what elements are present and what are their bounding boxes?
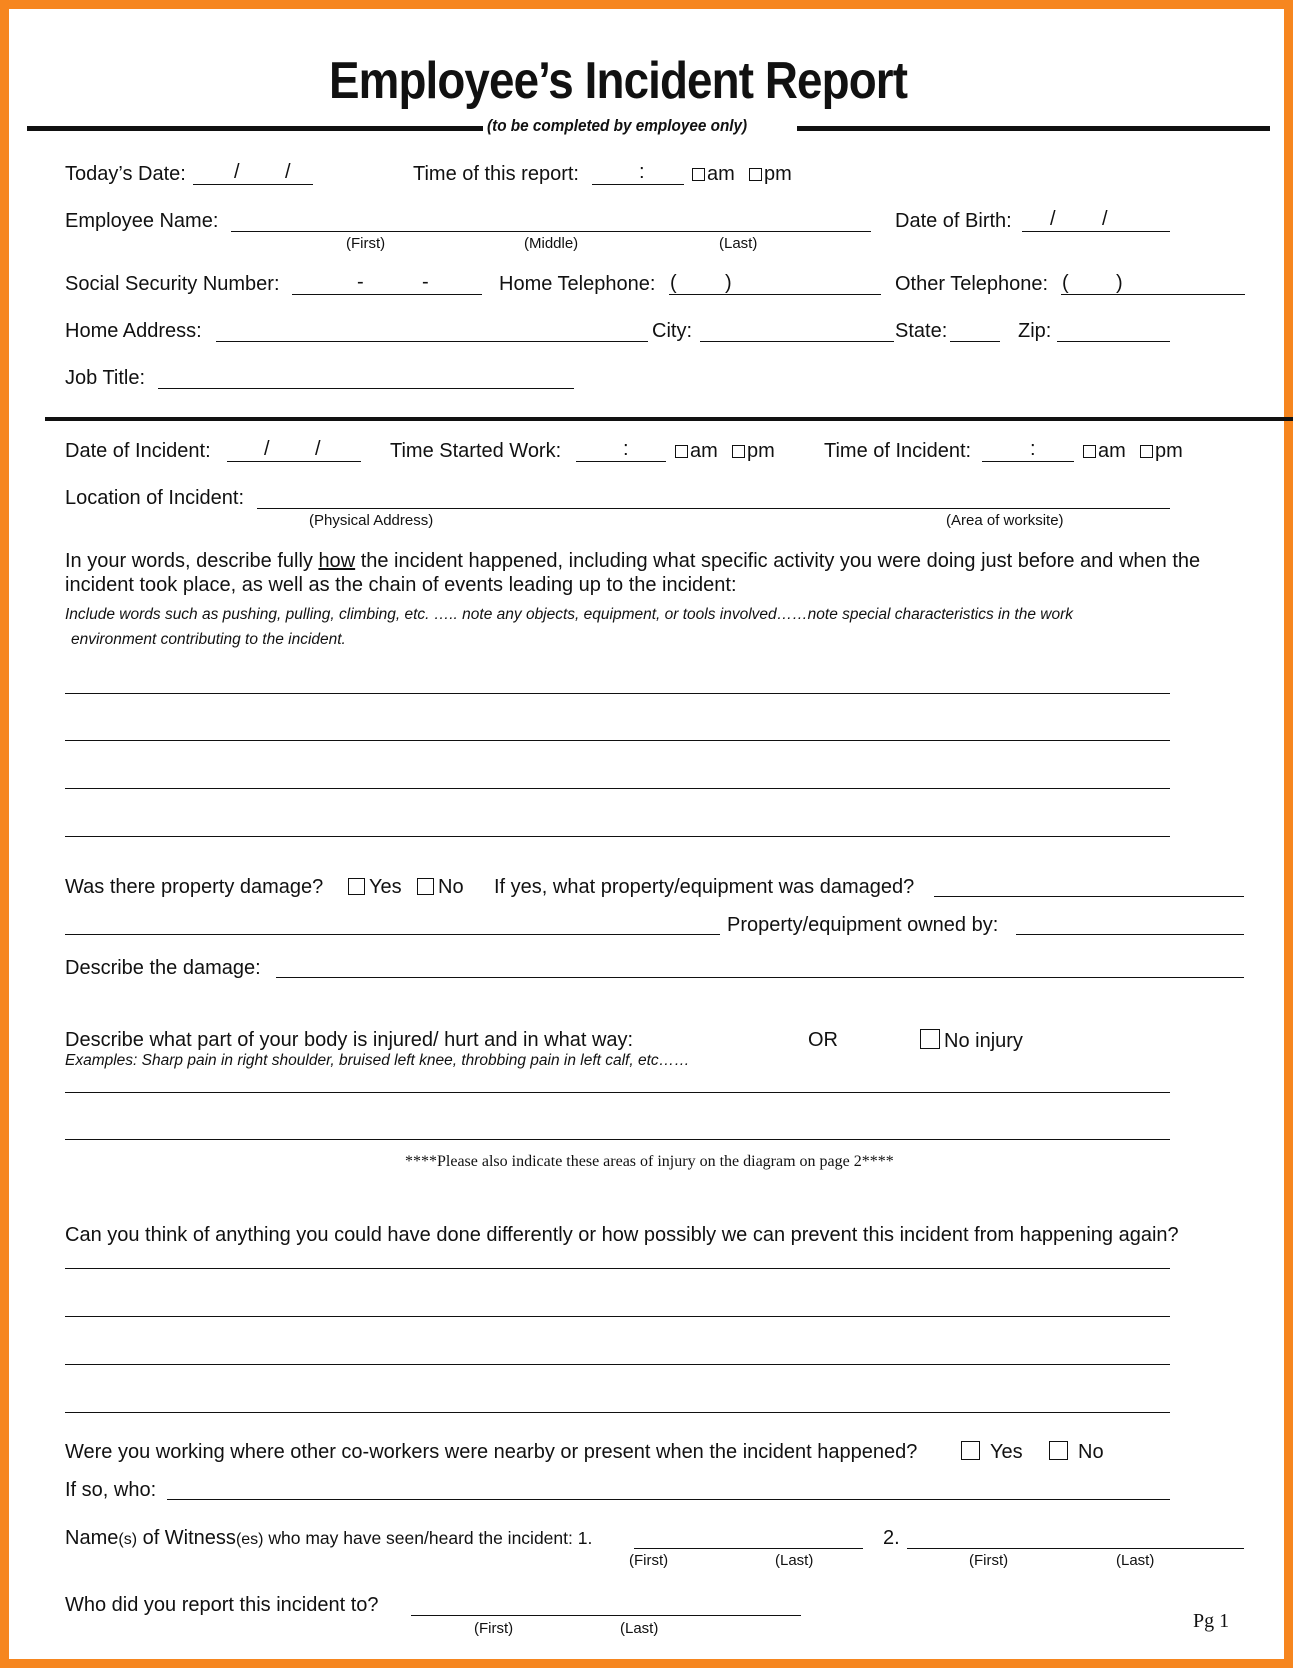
am-checkbox[interactable] <box>1083 445 1096 458</box>
section-divider <box>45 417 1293 421</box>
ssn-dash: - <box>422 271 429 293</box>
pm-label: pm <box>764 163 792 185</box>
property-damage-question: Was there property damage? <box>65 876 324 898</box>
ssn-dash: - <box>357 271 364 293</box>
todays-date-field[interactable] <box>193 184 313 185</box>
prevention-line[interactable] <box>65 1412 1170 1413</box>
no-injury-checkbox[interactable] <box>920 1029 940 1049</box>
job-title-label: Job Title: <box>65 367 146 389</box>
time-started-work-label: Time Started Work: <box>390 440 562 462</box>
damaged-property-field[interactable] <box>934 896 1244 897</box>
employee-name-field[interactable] <box>231 231 871 232</box>
description-line[interactable] <box>65 788 1170 789</box>
date-slash: / <box>315 438 321 460</box>
coworkers-question: Were you working where other co-workers were nearby or present when the incident happened? <box>65 1441 918 1463</box>
include-hint: Include words such as pushing, pulling, climbing, etc. ….. note any objects, equipment, or tools involved……note special characteristics in the work <box>65 606 1074 623</box>
yes-label: Yes <box>990 1441 1023 1463</box>
prevention-line[interactable] <box>65 1268 1170 1269</box>
no-label: No <box>438 876 464 898</box>
paren-close: ) <box>1116 272 1123 294</box>
title-rule-right <box>797 126 1270 131</box>
prevention-question: Can you think of anything you could have done differently or how possibly we can prevent this incident from happening again? <box>65 1224 1179 1246</box>
witness-label-text: who may have seen/heard the incident: 1. <box>263 1528 593 1548</box>
owned-by-field[interactable] <box>1016 934 1244 935</box>
time-of-report-field[interactable] <box>592 184 684 185</box>
date-of-birth-field[interactable] <box>1022 231 1170 232</box>
witness-label-text: Name <box>65 1527 119 1549</box>
yes-checkbox[interactable] <box>348 878 365 895</box>
yes-label: Yes <box>369 876 402 898</box>
page-number: Pg 1 <box>1193 1610 1230 1632</box>
yes-checkbox[interactable] <box>961 1441 980 1460</box>
date-slash: / <box>234 161 240 183</box>
page-title: Employee’s Incident Report <box>329 52 908 110</box>
started-am-option[interactable] <box>675 440 718 462</box>
witness-2-last-caption: (Last) <box>1116 1552 1155 1569</box>
property-damage-no-option[interactable] <box>417 876 464 898</box>
pm-checkbox[interactable] <box>749 168 762 181</box>
coworkers-no-option[interactable] <box>1049 1441 1104 1463</box>
report-to-field[interactable] <box>411 1615 801 1616</box>
property-damage-yes-option[interactable] <box>348 876 402 898</box>
report-am-option[interactable] <box>692 163 735 185</box>
witness-label-text: of Witness <box>137 1527 236 1549</box>
report-pm-option[interactable] <box>749 163 792 185</box>
witness-1-field[interactable] <box>634 1548 863 1549</box>
time-of-incident-field[interactable] <box>982 461 1074 462</box>
pm-label: pm <box>747 440 775 462</box>
city-field[interactable] <box>700 341 894 342</box>
date-of-incident-field[interactable] <box>227 461 361 462</box>
report-to-question: Who did you report this incident to? <box>65 1594 379 1616</box>
injury-examples: Examples: Sharp pain in right shoulder, bruised left knee, throbbing pain in left calf, etc…… <box>65 1052 690 1069</box>
physical-address-caption: (Physical Address) <box>309 512 434 529</box>
report-to-last-caption: (Last) <box>620 1620 659 1637</box>
incident-am-option[interactable] <box>1083 440 1126 462</box>
describe-instruction-cont: incident took place, as well as the chain of events leading up to the incident: <box>65 574 737 596</box>
time-of-incident-label: Time of Incident: <box>824 440 972 462</box>
area-of-worksite-caption: (Area of worksite) <box>946 512 1064 529</box>
witness-1-last-caption: (Last) <box>775 1552 814 1569</box>
page-subtitle: (to be completed by employee only) <box>487 116 748 135</box>
paren-close: ) <box>725 272 732 294</box>
job-title-field[interactable] <box>158 388 574 389</box>
pm-checkbox[interactable] <box>732 445 745 458</box>
first-caption: (First) <box>346 235 386 252</box>
pm-checkbox[interactable] <box>1140 445 1153 458</box>
no-injury-label: No injury <box>944 1030 1023 1052</box>
describe-text: In your words, describe fully <box>65 550 319 572</box>
date-slash: / <box>1050 208 1056 230</box>
report-to-first-caption: (First) <box>474 1620 514 1637</box>
witness-2-field[interactable] <box>907 1548 1244 1549</box>
location-label: Location of Incident: <box>65 487 245 509</box>
describe-how: how <box>318 550 356 572</box>
no-checkbox[interactable] <box>1049 1441 1068 1460</box>
describe-instruction <box>65 550 1200 572</box>
am-label: am <box>1098 440 1126 462</box>
injury-line[interactable] <box>65 1092 1170 1093</box>
pm-label: pm <box>1155 440 1183 462</box>
employee-name-label: Employee Name: <box>65 210 219 232</box>
date-of-incident-label: Date of Incident: <box>65 440 211 462</box>
am-label: am <box>690 440 718 462</box>
ssn-field[interactable] <box>292 294 482 295</box>
state-label: State: <box>895 320 948 342</box>
witness-label-text: (s) <box>118 1531 138 1548</box>
or-label: OR <box>808 1029 838 1051</box>
zip-field[interactable] <box>1057 341 1170 342</box>
started-pm-option[interactable] <box>732 440 775 462</box>
witness-label-text: (es) <box>235 1531 264 1548</box>
ssn-label: Social Security Number: <box>65 273 280 295</box>
witness-2-number: 2. <box>883 1527 900 1549</box>
paren-open: ( <box>670 272 677 294</box>
paren-open: ( <box>1062 272 1069 294</box>
describe-damage-label: Describe the damage: <box>65 957 261 979</box>
time-of-report-label: Time of this report: <box>413 163 579 185</box>
date-of-birth-label: Date of Birth: <box>895 210 1012 232</box>
time-colon: : <box>623 438 629 460</box>
time-started-work-field[interactable] <box>576 461 666 462</box>
description-line[interactable] <box>65 836 1170 837</box>
home-address-label: Home Address: <box>65 320 202 342</box>
state-field[interactable] <box>950 341 1000 342</box>
other-telephone-label: Other Telephone: <box>895 273 1049 295</box>
no-checkbox[interactable] <box>417 878 434 895</box>
witness-1-first-caption: (First) <box>629 1552 669 1569</box>
location-field[interactable] <box>257 508 1170 509</box>
other-telephone-field[interactable] <box>1061 294 1245 295</box>
description-line[interactable] <box>65 740 1170 741</box>
if-so-who-label: If so, who: <box>65 1479 157 1501</box>
no-injury-option[interactable] <box>920 1029 1023 1052</box>
witness-label <box>65 1527 592 1551</box>
injury-line[interactable] <box>65 1139 1170 1140</box>
witness-2-first-caption: (First) <box>969 1552 1009 1569</box>
body-injury-question: Describe what part of your body is injured/ hurt and in what way: <box>65 1029 634 1051</box>
if-so-who-field[interactable] <box>167 1499 1170 1500</box>
describe-text: the incident happened, including what specific activity you were doing just before and when the <box>355 550 1201 572</box>
diagram-note: ****Please also indicate these areas of injury on the diagram on page 2**** <box>405 1153 894 1170</box>
am-checkbox[interactable] <box>675 445 688 458</box>
date-slash: / <box>1102 208 1108 230</box>
am-checkbox[interactable] <box>692 168 705 181</box>
no-label: No <box>1078 1441 1104 1463</box>
title-rule-left <box>27 126 483 131</box>
time-colon: : <box>1030 438 1036 460</box>
date-slash: / <box>264 438 270 460</box>
city-label: City: <box>652 320 692 342</box>
home-address-field[interactable] <box>216 341 648 342</box>
describe-damage-field[interactable] <box>276 977 1244 978</box>
coworkers-yes-option[interactable] <box>961 1441 1023 1463</box>
damaged-property-field-cont[interactable] <box>65 934 720 935</box>
last-caption: (Last) <box>719 235 758 252</box>
description-line[interactable] <box>65 693 1170 694</box>
date-slash: / <box>285 161 291 183</box>
prevention-line[interactable] <box>65 1316 1170 1317</box>
todays-date-label: Today’s Date: <box>65 163 186 185</box>
include-hint-cont: environment contributing to the incident. <box>71 631 346 648</box>
time-colon: : <box>639 161 645 183</box>
prevention-line[interactable] <box>65 1364 1170 1365</box>
home-telephone-label: Home Telephone: <box>499 273 656 295</box>
home-telephone-field[interactable] <box>669 294 881 295</box>
incident-pm-option[interactable] <box>1140 440 1183 462</box>
middle-caption: (Middle) <box>524 235 579 252</box>
owned-by-label: Property/equipment owned by: <box>727 914 999 936</box>
zip-label: Zip: <box>1018 320 1052 342</box>
if-yes-damaged-label: If yes, what property/equipment was damaged? <box>494 876 915 898</box>
am-label: am <box>707 163 735 185</box>
